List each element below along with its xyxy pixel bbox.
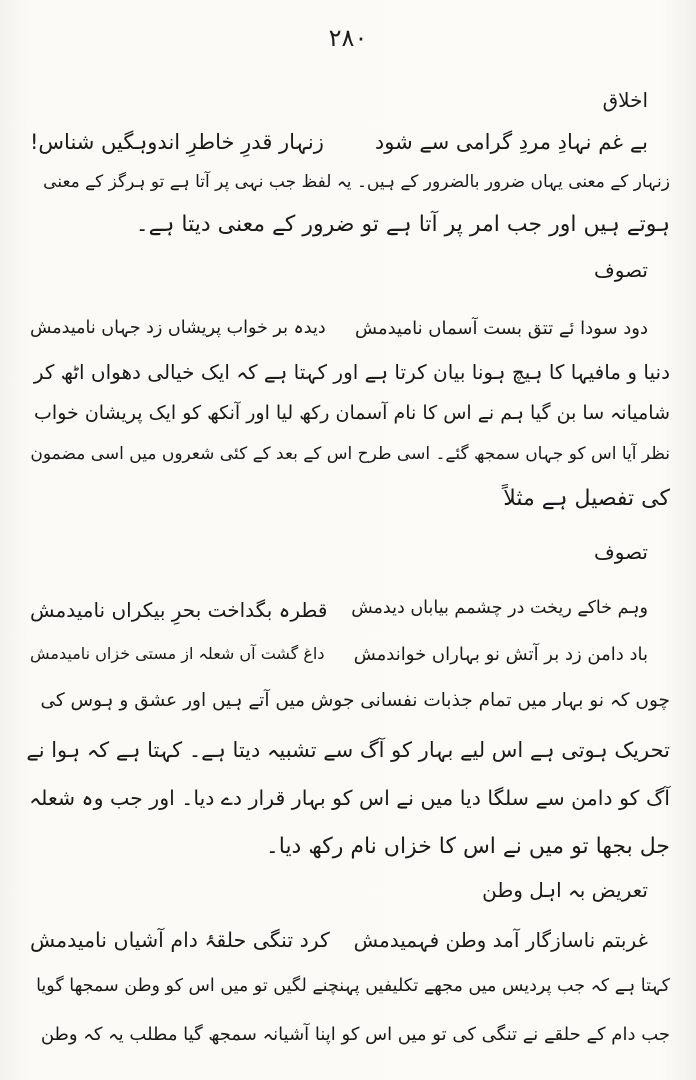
prose-line: شامیانہ سا بن گیا ہم نے اس کا نام آسمان رکھ لیا اور آنکھ کو ایک پریشان خواب [34,402,670,424]
verse-hemistich-right: بے غم نہادِ مردِ گرامی سے شود [374,130,648,154]
prose-line: جب دام کے حلقے نے تنگی کی تو میں اس کو اپنا آشیانہ سمجھ گیا مطلب یہ کہ وطن [40,1024,670,1045]
prose-line: نظر آیا اس کو جہاں سمجھ گئے۔ اسی طرح اس کے بعد کے کئی شعروں میں اسی مضمون [30,444,670,464]
prose-line: کی تفصیل ہے مثلاً [503,486,670,511]
prose-line: چوں کہ نو بہار میں تمام جذبات نفسانی جوش میں آتے ہیں اور عشق و ہوس کی [40,690,670,711]
section-heading-akhlaq: اخلاق [602,88,648,112]
section-heading-tasawwuf: تصوف [594,540,648,564]
prose-line: دنیا و مافیہا کا ہیچ ہونا بیان کرتا ہے اور کہتا ہے کہ ایک خیالی دھواں اٹھ کر [33,360,670,384]
verse-hemistich-right: وہم خاکے ریخت در چشمم بیاباں دیدمش [351,598,648,618]
verse-hemistich-left: قطرہ بگداخت بحرِ بیکراں نامیدمش [30,598,328,622]
section-heading-tareez: تعریض بہ اہل وطن [482,878,648,902]
verse-hemistich-left: کرد تنگی حلقۂ دام آشیاں نامیدمش [30,928,330,952]
verse-hemistich-left: دیدہ بر خواب پریشاں زد جہاں نامیدمش [30,318,326,338]
page-number: ۲۸۰ [328,24,368,52]
prose-line: کہتا ہے کہ جب پردیس میں مجھے تکلیفیں پہنچنے لگیں تو میں اس کو وطن سمجھا گویا [36,976,670,996]
prose-line: زنہار کے معنی یہاں ضرور بالضرور کے ہیں۔ یہ لفظ جب نہی پر آتا ہے تو ہرگز کے معنی [43,172,670,192]
prose-line: جل بجھا تو میں نے اس کا خزاں نام رکھ دیا۔ [265,834,670,859]
prose-line: ہوتے ہیں اور جب امر پر آتا ہے تو ضرور کے معنی دیتا ہے۔ [135,212,670,237]
verse-hemistich-right: غربتم ناسازگار آمد وطن فہمیدمش [353,928,648,952]
prose-line: آگ کو دامن سے سلگا دیا میں نے اس کو بہار قرار دے دیا۔ اور جب وہ شعلہ [29,786,670,810]
verse-hemistich-right: دود سودا ئے تتق بست آسماں نامیدمش [354,318,648,339]
verse-hemistich-left: داغ گشت آں شعلہ از مستی خزاں نامیدمش [30,644,325,663]
section-heading-tasawwuf: تصوف [594,258,648,282]
verse-hemistich-left: زنہار قدرِ خاطرِ اندوہگیں شناس! [30,130,324,154]
verse-hemistich-right: باد دامن زد بر آتش نو بہاراں خواندمش [353,644,648,665]
prose-line: تحریک ہوتی ہے اس لیے بہار کو آگ سے تشبیہ دیتا ہے۔ کہتا ہے کہ ہوا نے [26,738,670,762]
